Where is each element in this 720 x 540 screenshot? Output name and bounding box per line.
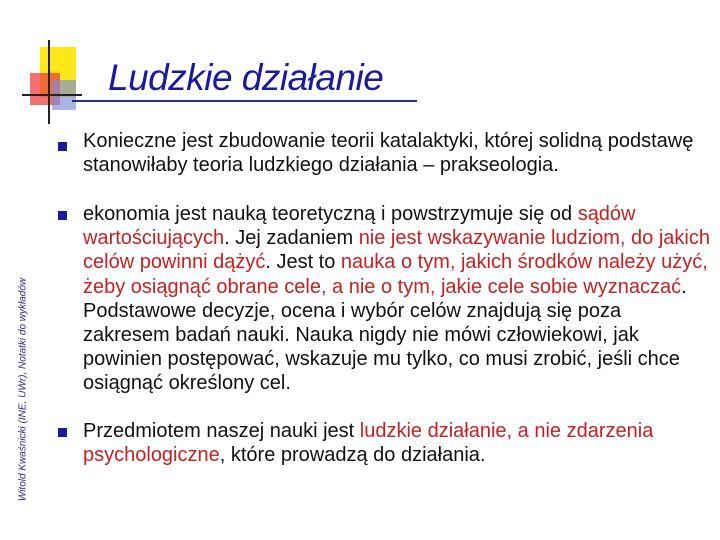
body-text: Przedmiotem naszej nauki jest: [83, 420, 360, 442]
highlighted-text: sądów wartościujących: [83, 203, 636, 250]
deco-horizontal-line: [22, 94, 82, 96]
bullet-marker-2: [58, 211, 67, 220]
highlighted-text: ludzkie działanie, a nie zdarzenia psychologiczne: [83, 420, 654, 467]
title-underline: [72, 100, 417, 102]
body-text: , które prowadzą do działania.: [219, 444, 486, 467]
highlighted-text: nauka o tym, jakich środków należy użyć, żeby osiągnąć obrane cele, a nie o tym, jakie cele sobie wyznaczać: [83, 251, 708, 298]
highlighted-text: nie jest wskazywanie ludziom, do jakich celów powinni dążyć: [83, 227, 710, 274]
body-text: . Jej zadaniem: [224, 227, 359, 250]
body-text: Konieczne jest zbudowanie teorii katalaktyki, której solidną podstawę stanowiłaby teoria ludzkiego działania – prakseologia.: [83, 130, 694, 177]
body-text: ekonomia jest nauką teoretyczną i powstrzymuje się od: [83, 203, 578, 225]
deco-vertical-line: [48, 40, 50, 124]
body-text: . Jest to: [265, 251, 341, 274]
body-text: . Podstawowe decyzje, ocena i wybór celów znajdują się poza zakresem badań nauki. Nauka nigdy nie mówi człowiekowi, jak powinien postępować, wskazuje mu tylko, co musi zrobić, jeśli chce osiągnąć określony cel.: [83, 275, 687, 395]
slide-title: Ludzkie działanie: [108, 57, 384, 98]
bullet-marker-3: [58, 428, 67, 437]
bullet-text-1: [83, 129, 713, 177]
bullet-text-2: [83, 202, 713, 396]
bullet-marker-1: [58, 142, 67, 151]
bullet-text-3: [83, 419, 713, 467]
side-label: Witold Kwaśnicki (INE, UWr), Notatki do wykładów: [17, 277, 29, 502]
